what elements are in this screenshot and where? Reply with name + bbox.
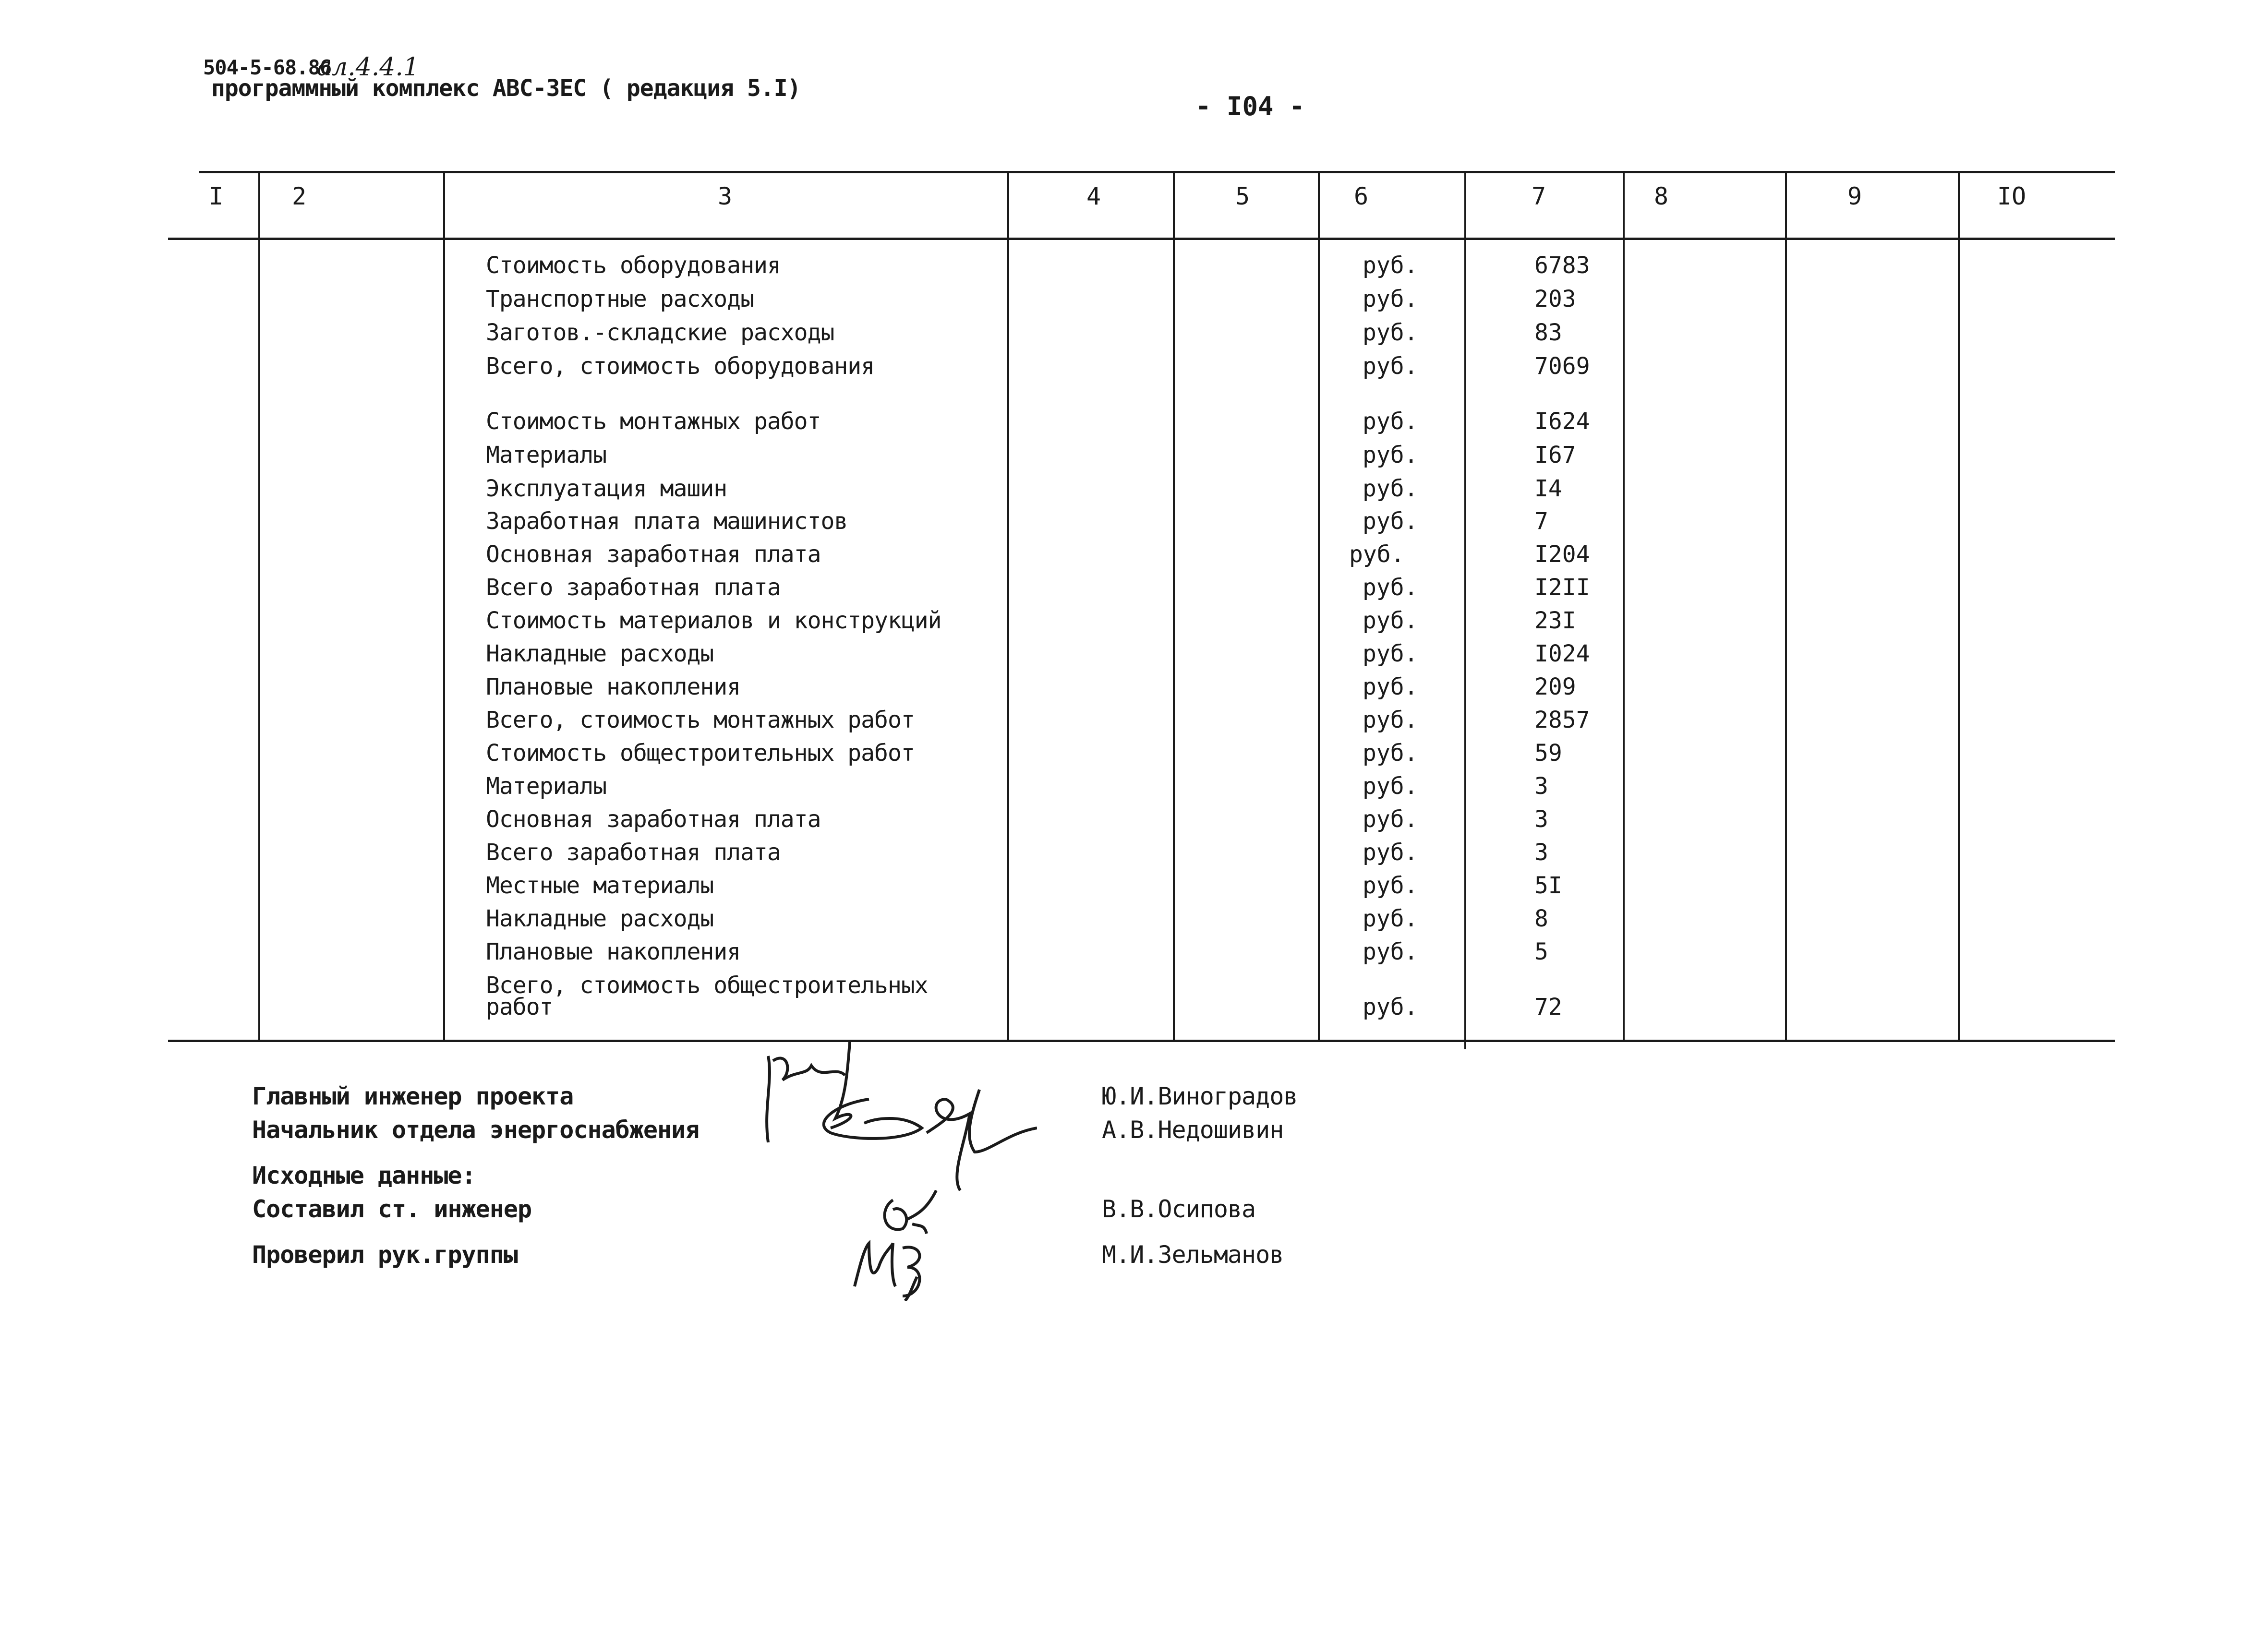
row-item: Плановые накопления bbox=[486, 938, 741, 965]
row-item: Всего заработная плата bbox=[486, 574, 781, 601]
row-value: I024 bbox=[1534, 640, 1590, 667]
row-value: 59 bbox=[1534, 740, 1562, 767]
row-unit: руб. bbox=[1363, 640, 1418, 667]
row-unit: руб. bbox=[1363, 773, 1418, 800]
row-item: Основная заработная плата bbox=[486, 541, 821, 568]
row-unit: руб. bbox=[1363, 252, 1418, 279]
document-title: программный комплекс АВС-ЗЕС ( редакция 5.I) bbox=[211, 75, 801, 102]
row-value: 3 bbox=[1534, 773, 1548, 800]
row-item: Материалы bbox=[486, 442, 607, 468]
table-top-rule bbox=[199, 171, 2115, 173]
row-item: Эксплуатация машин bbox=[486, 475, 727, 502]
row-item: Материалы bbox=[486, 773, 607, 800]
signature-group-lead bbox=[845, 1229, 941, 1301]
row-value: I624 bbox=[1534, 408, 1590, 435]
row-value: 3 bbox=[1534, 806, 1548, 833]
table-bottom-rule bbox=[168, 1040, 2115, 1042]
row-value: 83 bbox=[1534, 319, 1562, 346]
row-item: Всего, стоимость общестроительных bbox=[486, 972, 928, 999]
column-divider bbox=[1958, 171, 1960, 1042]
row-value: I204 bbox=[1534, 541, 1590, 568]
row-unit: руб. bbox=[1363, 905, 1418, 932]
signatory-role: Начальник отдела энергоснабжения bbox=[252, 1116, 700, 1144]
table-header-rule bbox=[168, 238, 2115, 240]
column-divider bbox=[443, 171, 445, 1042]
row-unit: руб. bbox=[1363, 286, 1418, 312]
row-unit: руб. bbox=[1363, 740, 1418, 767]
row-item-continued: работ bbox=[486, 994, 553, 1020]
column-divider bbox=[258, 171, 260, 1042]
row-item: Всего, стоимость монтажных работ bbox=[486, 707, 915, 733]
column-number: IO bbox=[1997, 182, 2027, 210]
signatory-name: Ю.И.Виноградов bbox=[1102, 1082, 1298, 1110]
row-item: Стоимость монтажных работ bbox=[486, 408, 821, 435]
row-unit: руб. bbox=[1363, 319, 1418, 346]
row-value: 72 bbox=[1534, 994, 1562, 1020]
row-item: Накладные расходы bbox=[486, 640, 714, 667]
column-divider bbox=[1318, 171, 1320, 1042]
row-unit: руб. bbox=[1363, 475, 1418, 502]
column-number: 3 bbox=[717, 182, 733, 210]
row-item: Плановые накопления bbox=[486, 673, 741, 700]
row-unit: руб. bbox=[1363, 994, 1418, 1020]
signatory-role: Проверил рук.группы bbox=[252, 1241, 518, 1269]
row-item: Местные материалы bbox=[486, 872, 714, 899]
row-unit: руб. bbox=[1363, 508, 1418, 535]
row-value: I2II bbox=[1534, 574, 1590, 601]
row-unit: руб. bbox=[1363, 806, 1418, 833]
source-data-label: Исходные данные: bbox=[252, 1162, 476, 1189]
column-number: I bbox=[208, 182, 224, 210]
column-number: 9 bbox=[1847, 182, 1862, 210]
row-value: 6783 bbox=[1534, 252, 1590, 279]
column-number: 4 bbox=[1086, 182, 1101, 210]
row-value: 7069 bbox=[1534, 353, 1590, 380]
row-item: Стоимость оборудования bbox=[486, 252, 781, 279]
column-number: 2 bbox=[291, 182, 307, 210]
row-value: 209 bbox=[1534, 673, 1576, 700]
row-value: 5 bbox=[1534, 938, 1548, 965]
signatory-name: В.В.Осипова bbox=[1102, 1195, 1256, 1223]
row-value: 2857 bbox=[1534, 707, 1590, 733]
row-item: Транспортные расходы bbox=[486, 286, 754, 312]
page-number: - I04 - bbox=[1195, 91, 1305, 121]
row-item: Всего, стоимость оборудования bbox=[486, 353, 875, 380]
column-number: 5 bbox=[1235, 182, 1250, 210]
signature-department-head bbox=[807, 1080, 1037, 1200]
column-divider bbox=[1173, 171, 1175, 1042]
row-unit: руб. bbox=[1363, 607, 1418, 634]
row-value: 7 bbox=[1534, 508, 1548, 535]
row-item: Накладные расходы bbox=[486, 905, 714, 932]
signatory-name: А.В.Недошивин bbox=[1102, 1116, 1284, 1144]
row-unit: руб. bbox=[1363, 707, 1418, 733]
row-unit: руб. bbox=[1363, 408, 1418, 435]
row-unit: руб. bbox=[1363, 839, 1418, 866]
row-item: Всего заработная плата bbox=[486, 839, 781, 866]
column-divider bbox=[1464, 171, 1466, 1049]
column-divider bbox=[1785, 171, 1787, 1042]
signatory-role: Главный инженер проекта bbox=[252, 1082, 574, 1110]
column-number: 6 bbox=[1353, 182, 1369, 210]
row-item: Основная заработная плата bbox=[486, 806, 821, 833]
row-unit: руб. bbox=[1363, 938, 1418, 965]
row-unit: руб. bbox=[1349, 541, 1405, 568]
row-value: 23I bbox=[1534, 607, 1576, 634]
row-item: Заработная плата машинистов bbox=[486, 508, 848, 535]
signatory-name: М.И.Зельманов bbox=[1102, 1241, 1284, 1269]
column-number: 7 bbox=[1531, 182, 1546, 210]
row-unit: руб. bbox=[1363, 872, 1418, 899]
row-value: 203 bbox=[1534, 286, 1576, 312]
row-item: Стоимость материалов и конструкций bbox=[486, 607, 941, 634]
column-divider bbox=[1623, 171, 1625, 1042]
signatory-role: Составил ст. инженер bbox=[252, 1195, 532, 1223]
row-value: 5I bbox=[1534, 872, 1562, 899]
row-item: Заготов.-складские расходы bbox=[486, 319, 834, 346]
handwritten-note: ал.4.4.1 bbox=[317, 53, 419, 82]
row-value: 3 bbox=[1534, 839, 1548, 866]
row-unit: руб. bbox=[1363, 353, 1418, 380]
row-value: I4 bbox=[1534, 475, 1562, 502]
column-number: 8 bbox=[1653, 182, 1669, 210]
row-unit: руб. bbox=[1363, 673, 1418, 700]
document-code: 504-5-68.86 bbox=[203, 56, 332, 79]
row-value: I67 bbox=[1534, 442, 1576, 468]
column-divider bbox=[1007, 171, 1009, 1042]
row-item: Стоимость общестроительных работ bbox=[486, 740, 915, 767]
row-unit: руб. bbox=[1363, 574, 1418, 601]
row-value: 8 bbox=[1534, 905, 1548, 932]
row-unit: руб. bbox=[1363, 442, 1418, 468]
